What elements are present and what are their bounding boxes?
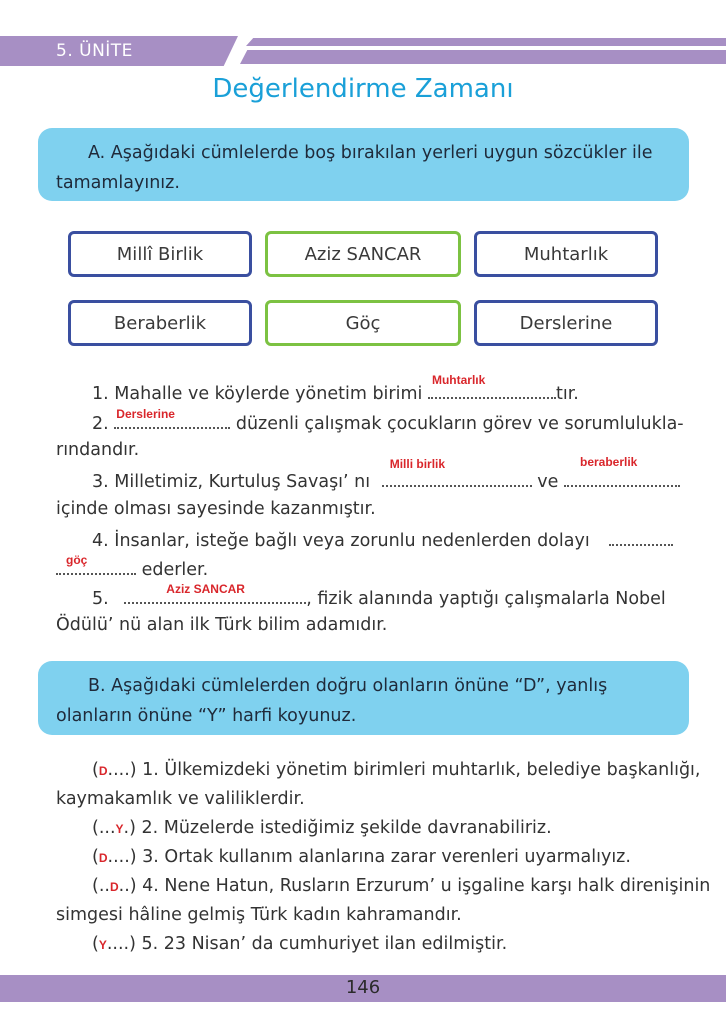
section-a-instruction: A. Aşağıdaki cümlelerde boş bırakılan yerleri uygun sözcükler ile tamamlayınız. xyxy=(56,143,653,193)
tf-mark: D xyxy=(109,880,119,894)
handwritten-answer: Aziz SANCAR xyxy=(166,582,245,596)
question-text: Ödülü’ nü alan ilk Türk bilim adamıdır. xyxy=(56,615,388,635)
word-card: Millî Birlik xyxy=(68,231,252,277)
question-a4-continued xyxy=(56,553,671,580)
word-card: Muhtarlık xyxy=(474,231,658,277)
header-stripe xyxy=(240,50,726,64)
question-a3-continued xyxy=(56,499,671,519)
section-b-instruction-box xyxy=(38,661,689,735)
question-a5-continued xyxy=(56,615,671,635)
question-a2-continued xyxy=(56,440,671,460)
word-card: Aziz SANCAR xyxy=(265,231,461,277)
answer-blank xyxy=(382,457,532,487)
word-card: Derslerine xyxy=(474,300,658,346)
tf-item: (..D..) 4. Nene Hatun, Rusların Erzurum’ u işgaline karşı halk direnişinin xyxy=(92,876,711,896)
word-card: Göç xyxy=(265,300,461,346)
question-a3 xyxy=(56,455,671,492)
question-text: Milletimiz, Kurtuluş Savaşı’ nı xyxy=(114,472,371,492)
tf-text: 5. 23 Nisan’ da cumhuriyet ilan edilmiştir. xyxy=(141,934,508,954)
answer-blank xyxy=(114,407,230,429)
tf-item: (Y....) 5. 23 Nisan’ da cumhuriyet ilan edilmiştir. xyxy=(92,934,508,954)
answer-blank xyxy=(609,528,673,546)
answer-blank xyxy=(124,582,306,604)
handwritten-answer: beraberlik xyxy=(579,455,638,469)
question-a2 xyxy=(56,407,684,434)
question-text: içinde olması sayesinde kazanmıştır. xyxy=(56,499,376,519)
question-text: Mahalle ve köylerde yönetim birimi xyxy=(114,384,423,404)
tf-mark: D xyxy=(98,764,108,778)
handwritten-answer: Derslerine xyxy=(116,407,175,421)
answer-blank xyxy=(428,373,556,399)
tf-text: kaymakamlık ve valiliklerdir. xyxy=(56,789,305,809)
answer-blank xyxy=(564,455,680,487)
section-a-instruction-box xyxy=(38,128,689,201)
page-number: 146 xyxy=(345,977,381,998)
handwritten-answer: göç xyxy=(66,553,88,567)
tf-mark: D xyxy=(98,851,108,865)
tf-mark: Y xyxy=(98,938,107,952)
unit-label: 5. ÜNİTE xyxy=(56,41,133,61)
question-text: İnsanlar, isteğe bağlı veya zorunlu nedenlerden dolayı xyxy=(114,531,590,551)
word-card: Beraberlik xyxy=(68,300,252,346)
page-title: Değerlendirme Zamanı xyxy=(212,74,514,104)
question-a5 xyxy=(56,582,671,609)
answer-blank xyxy=(56,553,136,575)
tf-text: 2. Müzelerde istediğimiz şekilde davranabiliriz. xyxy=(141,818,552,838)
tf-item-continued xyxy=(56,905,671,925)
tf-text: simgesi hâline gelmiş Türk kadın kahramandır. xyxy=(56,905,462,925)
header-bar xyxy=(0,36,726,66)
question-text: rındandır. xyxy=(56,440,140,460)
question-text: ve xyxy=(537,472,559,492)
question-number: 5. xyxy=(92,589,109,609)
tf-text: 1. Ülkemizdeki yönetim birimleri muhtarlık, belediye başkanlığı, xyxy=(142,760,701,780)
question-text: düzenli çalışmak çocukların görev ve sorumlulukla- xyxy=(235,414,684,434)
handwritten-answer: Milli birlik xyxy=(389,457,446,471)
question-number: 3. xyxy=(92,472,109,492)
tf-text: 3. Ortak kullanım alanlarına zarar verenleri uyarmalıyız. xyxy=(142,847,631,867)
question-number: 1. xyxy=(92,384,109,404)
tf-text: 4. Nene Hatun, Rusların Erzurum’ u işgaline karşı halk direnişinin xyxy=(142,876,711,896)
tf-item-continued xyxy=(56,789,671,809)
question-text: , fizik alanında yaptığı çalışmalarla Nobel xyxy=(306,589,666,609)
tf-mark: Y xyxy=(115,822,124,836)
question-number: 4. xyxy=(92,531,109,551)
question-suffix: tır. xyxy=(555,384,579,404)
header-stripe xyxy=(246,38,726,46)
footer-bar xyxy=(0,975,726,1002)
tf-item: (...Y.) 2. Müzelerde istediğimiz şekilde davranabiliriz. xyxy=(92,818,552,838)
question-a1 xyxy=(56,373,671,404)
question-suffix: ederler. xyxy=(141,560,209,580)
tf-item: (D....) 1. Ülkemizdeki yönetim birimleri muhtarlık, belediye başkanlığı, xyxy=(92,760,701,780)
handwritten-answer: Muhtarlık xyxy=(431,373,486,387)
tf-item: (D....) 3. Ortak kullanım alanlarına zarar verenleri uyarmalıyız. xyxy=(92,847,631,867)
section-b-instruction: B. Aşağıdaki cümlelerden doğru olanların önüne “D”, yanlış olanların önüne “Y” harfi koyunuz. xyxy=(56,676,608,726)
question-a4 xyxy=(56,528,671,551)
question-number: 2. xyxy=(92,414,109,434)
